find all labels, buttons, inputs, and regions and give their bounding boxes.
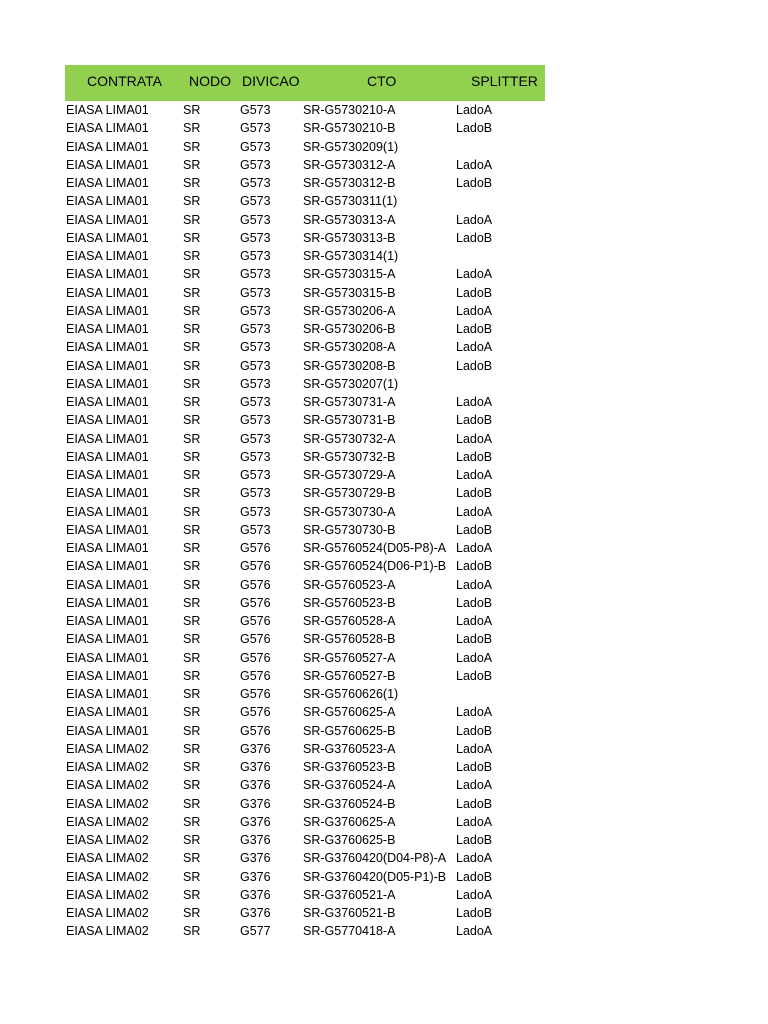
cell-cto[interactable]: SR-G5730210-A (303, 103, 396, 117)
cell-cto[interactable]: SR-G3760524-B (303, 796, 396, 811)
cell-nodo[interactable]: SR (183, 687, 201, 701)
cell-nodo[interactable]: SR (183, 650, 201, 665)
cell-contrata[interactable]: EIASA LIMA01 (66, 267, 149, 282)
header-divicao[interactable]: DIVICAO (242, 73, 300, 89)
cell-nodo[interactable]: SR (183, 851, 201, 866)
table-row (65, 685, 545, 703)
cell-nodo[interactable]: SR (183, 760, 201, 774)
cell-contrata[interactable]: EIASA LIMA02 (66, 906, 149, 920)
cell-contrata[interactable]: EIASA LIMA01 (66, 139, 149, 154)
table-row (65, 776, 545, 794)
table-row (65, 211, 545, 229)
cell-contrata[interactable]: EIASA LIMA01 (66, 449, 149, 464)
cell-cto[interactable]: SR-G5760528-B (303, 632, 396, 647)
table-row (65, 357, 545, 375)
cell-contrata[interactable]: EIASA LIMA01 (66, 249, 149, 263)
cell-cto[interactable]: SR-G5730208-B (303, 358, 396, 373)
cell-cto[interactable]: SR-G5760625-A (303, 705, 396, 720)
cell-contrata[interactable]: EIASA LIMA01 (66, 687, 149, 701)
spreadsheet-table (65, 65, 545, 941)
cell-splitter[interactable]: LadoA (456, 468, 493, 482)
cell-cto[interactable]: SR-G3760420(D04-P8)-A (303, 851, 447, 866)
cell-nodo[interactable]: SR (183, 723, 201, 738)
cell-divicao[interactable]: G573 (240, 103, 271, 117)
cell-nodo[interactable]: SR (183, 595, 201, 610)
cell-cto[interactable]: SR-G3760521-B (303, 906, 396, 920)
table-row (65, 868, 545, 886)
cell-divicao[interactable]: G576 (240, 705, 271, 720)
table-row (65, 922, 545, 940)
table-row (65, 576, 545, 594)
cell-contrata[interactable]: EIASA LIMA01 (66, 212, 149, 227)
cell-splitter[interactable]: LadoB (456, 668, 493, 683)
cell-nodo[interactable]: SR (183, 431, 201, 446)
table-row (65, 174, 545, 192)
cell-nodo[interactable]: SR (183, 632, 201, 647)
header-splitter[interactable]: SPLITTER (471, 73, 538, 89)
cell-contrata[interactable]: EIASA LIMA02 (66, 796, 149, 811)
cell-divicao[interactable]: G376 (240, 869, 271, 884)
cell-nodo[interactable]: SR (183, 267, 201, 282)
cell-cto[interactable]: SR-G5730207(1) (303, 376, 399, 391)
cell-divicao[interactable]: G573 (240, 522, 271, 537)
cell-splitter[interactable]: LadoA (456, 267, 493, 282)
cell-splitter[interactable]: LadoB (456, 322, 493, 336)
cell-splitter[interactable]: LadoA (456, 303, 493, 318)
cell-nodo[interactable]: SR (183, 814, 201, 829)
table-row (65, 119, 545, 137)
cell-cto[interactable]: SR-G5730313-B (303, 230, 396, 245)
table-row (65, 375, 545, 393)
cell-nodo[interactable]: SR (183, 139, 201, 154)
cell-cto[interactable]: SR-G3760524-A (303, 778, 396, 793)
cell-nodo[interactable]: SR (183, 614, 201, 628)
table-row (65, 904, 545, 922)
cell-splitter[interactable]: LadoB (456, 522, 493, 537)
cell-nodo[interactable]: SR (183, 504, 201, 519)
cell-splitter[interactable]: LadoB (456, 413, 493, 428)
cell-nodo[interactable]: SR (183, 906, 201, 920)
cell-contrata[interactable]: EIASA LIMA01 (66, 395, 149, 409)
cell-splitter[interactable]: LadoA (456, 814, 493, 829)
table-row (65, 393, 545, 411)
cell-divicao[interactable]: G573 (240, 249, 271, 263)
table-row (65, 849, 545, 867)
table-row (65, 703, 545, 721)
cell-nodo[interactable]: SR (183, 833, 201, 847)
cell-nodo[interactable]: SR (183, 741, 201, 756)
cell-divicao[interactable]: G376 (240, 887, 271, 902)
cell-nodo[interactable]: SR (183, 413, 201, 428)
table-row (65, 539, 545, 557)
table-row (65, 101, 545, 119)
cell-divicao[interactable]: G576 (240, 595, 271, 610)
cell-contrata[interactable]: EIASA LIMA01 (66, 230, 149, 245)
cell-contrata[interactable]: EIASA LIMA02 (66, 869, 149, 884)
table-row (65, 338, 545, 356)
cell-cto[interactable]: SR-G5730209(1) (303, 139, 399, 154)
table-row (65, 521, 545, 539)
cell-splitter[interactable]: LadoB (456, 230, 493, 245)
cell-cto[interactable]: SR-G5730729-A (303, 468, 396, 482)
cell-splitter[interactable]: LadoA (456, 778, 493, 793)
cell-cto[interactable]: SR-G5760527-B (303, 668, 396, 683)
cell-divicao[interactable]: G573 (240, 376, 271, 391)
cell-cto[interactable]: SR-G5730311(1) (303, 194, 398, 209)
cell-nodo[interactable]: SR (183, 322, 201, 336)
cell-cto[interactable]: SR-G5760626(1) (303, 687, 399, 701)
cell-nodo[interactable]: SR (183, 230, 201, 245)
cell-cto[interactable]: SR-G5730731-B (303, 413, 396, 428)
cell-cto[interactable]: SR-G3760521-A (303, 887, 396, 902)
cell-contrata[interactable]: EIASA LIMA01 (66, 303, 149, 318)
cell-cto[interactable]: SR-G5760524(D06-P1)-B (303, 559, 447, 574)
cell-splitter[interactable]: LadoB (456, 796, 493, 811)
cell-cto[interactable]: SR-G5760523-A (303, 577, 396, 592)
table-row (65, 320, 545, 338)
cell-nodo[interactable]: SR (183, 468, 201, 482)
cell-contrata[interactable]: EIASA LIMA01 (66, 668, 149, 683)
cell-contrata[interactable]: EIASA LIMA01 (66, 322, 149, 336)
cell-divicao[interactable]: G573 (240, 395, 271, 409)
cell-cto[interactable]: SR-G3760420(D05-P1)-B (303, 869, 447, 884)
cell-nodo[interactable]: SR (183, 212, 201, 227)
cell-nodo[interactable]: SR (183, 121, 201, 136)
cell-divicao[interactable]: G573 (240, 468, 271, 482)
table-row (65, 448, 545, 466)
cell-divicao[interactable]: G376 (240, 833, 271, 847)
cell-splitter[interactable]: LadoA (456, 924, 493, 939)
cell-splitter[interactable]: LadoA (456, 650, 493, 665)
cell-splitter[interactable]: LadoB (456, 632, 493, 647)
cell-divicao[interactable]: G573 (240, 230, 271, 245)
cell-divicao[interactable]: G576 (240, 577, 271, 592)
cell-contrata[interactable]: EIASA LIMA02 (66, 924, 149, 939)
cell-contrata[interactable]: EIASA LIMA01 (66, 705, 149, 720)
cell-splitter[interactable]: LadoB (456, 760, 493, 774)
table-row (65, 667, 545, 685)
cell-nodo[interactable]: SR (183, 358, 201, 373)
cell-contrata[interactable]: EIASA LIMA02 (66, 778, 149, 793)
cell-divicao[interactable]: G573 (240, 139, 271, 154)
cell-cto[interactable]: SR-G5770418-A (303, 924, 396, 939)
table-row (65, 302, 545, 320)
cell-divicao[interactable]: G376 (240, 796, 271, 811)
cell-splitter[interactable]: LadoB (456, 723, 493, 738)
cell-divicao[interactable]: G376 (240, 741, 271, 756)
table-row (65, 795, 545, 813)
cell-contrata[interactable]: EIASA LIMA01 (66, 121, 149, 136)
table-row (65, 722, 545, 740)
cell-divicao[interactable]: G573 (240, 285, 271, 300)
cell-splitter[interactable]: LadoA (456, 395, 493, 409)
cell-contrata[interactable]: EIASA LIMA01 (66, 522, 149, 537)
cell-nodo[interactable]: SR (183, 285, 201, 300)
cell-divicao[interactable]: G573 (240, 176, 271, 190)
cell-divicao[interactable]: G573 (240, 340, 271, 355)
table-row (65, 284, 545, 302)
cell-divicao[interactable]: G573 (240, 449, 271, 464)
cell-splitter[interactable]: LadoB (456, 358, 493, 373)
table-row (65, 740, 545, 758)
cell-contrata[interactable]: EIASA LIMA01 (66, 468, 149, 482)
cell-splitter[interactable]: LadoB (456, 869, 493, 884)
cell-splitter[interactable]: LadoB (456, 906, 493, 920)
cell-contrata[interactable]: EIASA LIMA02 (66, 814, 149, 829)
cell-divicao[interactable]: G573 (240, 413, 271, 428)
cell-cto[interactable]: SR-G5730732-A (303, 431, 396, 446)
cell-divicao[interactable]: G573 (240, 486, 271, 501)
header-contrata[interactable]: CONTRATA (87, 73, 162, 89)
cell-cto[interactable]: SR-G3760523-B (303, 760, 396, 774)
cell-contrata[interactable]: EIASA LIMA01 (66, 595, 149, 610)
cell-cto[interactable]: SR-G5760528-A (303, 614, 396, 628)
cell-divicao[interactable]: G576 (240, 650, 271, 665)
cell-divicao[interactable]: G573 (240, 194, 271, 209)
cell-nodo[interactable]: SR (183, 194, 201, 209)
table-row (65, 503, 545, 521)
cell-divicao[interactable]: G573 (240, 322, 271, 336)
table-row (65, 594, 545, 612)
table-row (65, 411, 545, 429)
cell-splitter[interactable]: LadoA (456, 887, 493, 902)
cell-cto[interactable]: SR-G5730210-B (303, 121, 396, 136)
table-row (65, 247, 545, 265)
cell-cto[interactable]: SR-G5730206-A (303, 303, 396, 318)
cell-divicao[interactable]: G576 (240, 541, 271, 555)
cell-nodo[interactable]: SR (183, 924, 201, 939)
cell-contrata[interactable]: EIASA LIMA01 (66, 504, 149, 519)
table-row (65, 192, 545, 210)
cell-nodo[interactable]: SR (183, 303, 201, 318)
cell-divicao[interactable]: G573 (240, 504, 271, 519)
header-row (65, 65, 545, 101)
table-row (65, 831, 545, 849)
cell-cto[interactable]: SR-G5730312-B (303, 176, 396, 190)
cell-divicao[interactable]: G376 (240, 906, 271, 920)
cell-contrata[interactable]: EIASA LIMA01 (66, 541, 149, 555)
table-row (65, 430, 545, 448)
cell-cto[interactable]: SR-G5730729-B (303, 486, 396, 501)
cell-nodo[interactable]: SR (183, 778, 201, 793)
cell-cto[interactable]: SR-G5760527-A (303, 650, 396, 665)
cell-nodo[interactable]: SR (183, 559, 201, 574)
cell-cto[interactable]: SR-G3760625-A (303, 814, 396, 829)
cell-divicao[interactable]: G576 (240, 559, 271, 574)
table-row (65, 649, 545, 667)
cell-cto[interactable]: SR-G5730315-A (303, 267, 396, 282)
cell-nodo[interactable]: SR (183, 249, 201, 263)
table-row (65, 630, 545, 648)
cell-cto[interactable]: SR-G5760523-B (303, 595, 396, 610)
cell-contrata[interactable]: EIASA LIMA01 (66, 376, 149, 391)
cell-contrata[interactable]: EIASA LIMA01 (66, 431, 149, 446)
cell-cto[interactable]: SR-G5730314(1) (303, 249, 399, 263)
cell-splitter[interactable]: LadoA (456, 157, 493, 172)
cell-divicao[interactable]: G573 (240, 267, 271, 282)
cell-nodo[interactable]: SR (183, 541, 201, 555)
cell-splitter[interactable]: LadoB (456, 121, 493, 136)
cell-contrata[interactable]: EIASA LIMA01 (66, 176, 149, 190)
cell-divicao[interactable]: G576 (240, 723, 271, 738)
cell-divicao[interactable]: G573 (240, 358, 271, 373)
cell-splitter[interactable]: LadoB (456, 559, 493, 574)
cell-nodo[interactable]: SR (183, 157, 201, 172)
cell-contrata[interactable]: EIASA LIMA01 (66, 486, 149, 501)
cell-nodo[interactable]: SR (183, 395, 201, 409)
cell-divicao[interactable]: G576 (240, 614, 271, 628)
table-row (65, 758, 545, 776)
cell-cto[interactable]: SR-G5760625-B (303, 723, 396, 738)
table-row (65, 229, 545, 247)
cell-nodo[interactable]: SR (183, 522, 201, 537)
cell-nodo[interactable]: SR (183, 103, 201, 117)
cell-splitter[interactable]: LadoA (456, 340, 493, 355)
cell-splitter[interactable]: LadoB (456, 486, 493, 501)
cell-contrata[interactable]: EIASA LIMA01 (66, 157, 149, 172)
cell-nodo[interactable]: SR (183, 705, 201, 720)
cell-contrata[interactable]: EIASA LIMA01 (66, 413, 149, 428)
cell-contrata[interactable]: EIASA LIMA01 (66, 577, 149, 592)
cell-splitter[interactable]: LadoB (456, 833, 493, 847)
cell-contrata[interactable]: EIASA LIMA01 (66, 614, 149, 628)
cell-divicao[interactable]: G376 (240, 814, 271, 829)
cell-divicao[interactable]: G576 (240, 632, 271, 647)
cell-contrata[interactable]: EIASA LIMA01 (66, 194, 149, 209)
header-nodo[interactable]: NODO (189, 73, 231, 89)
cell-cto[interactable]: SR-G5730315-B (303, 285, 396, 300)
cell-contrata[interactable]: EIASA LIMA01 (66, 285, 149, 300)
cell-divicao[interactable]: G376 (240, 778, 271, 793)
cell-contrata[interactable]: EIASA LIMA01 (66, 559, 149, 574)
cell-splitter[interactable]: LadoA (456, 577, 493, 592)
cell-contrata[interactable]: EIASA LIMA02 (66, 760, 149, 774)
table-row (65, 138, 545, 156)
cell-nodo[interactable]: SR (183, 887, 201, 902)
cell-nodo[interactable]: SR (183, 486, 201, 501)
cell-splitter[interactable]: LadoA (456, 431, 493, 446)
cell-cto[interactable]: SR-G5730732-B (303, 449, 396, 464)
cell-splitter[interactable]: LadoA (456, 741, 493, 756)
cell-splitter[interactable]: LadoA (456, 103, 493, 117)
cell-divicao[interactable]: G573 (240, 431, 271, 446)
cell-cto[interactable]: SR-G5730730-A (303, 504, 396, 519)
table-row (65, 557, 545, 575)
cell-contrata[interactable]: EIASA LIMA02 (66, 833, 149, 847)
cell-splitter[interactable]: LadoA (456, 504, 493, 519)
table-row (65, 813, 545, 831)
cell-nodo[interactable]: SR (183, 577, 201, 592)
cell-splitter[interactable]: LadoA (456, 541, 493, 555)
cell-divicao[interactable]: G376 (240, 760, 271, 774)
table-row (65, 484, 545, 502)
cell-contrata[interactable]: EIASA LIMA01 (66, 632, 149, 647)
cell-nodo[interactable]: SR (183, 869, 201, 884)
cell-splitter[interactable]: LadoA (456, 851, 493, 866)
cell-nodo[interactable]: SR (183, 668, 201, 683)
cell-splitter[interactable]: LadoA (456, 614, 493, 628)
table-row (65, 612, 545, 630)
cell-cto[interactable]: SR-G5730312-A (303, 157, 396, 172)
cell-nodo[interactable]: SR (183, 796, 201, 811)
table-row (65, 886, 545, 904)
cell-divicao[interactable]: G577 (240, 924, 271, 939)
cell-cto[interactable]: SR-G5760524(D05-P8)-A (303, 541, 447, 555)
cell-contrata[interactable]: EIASA LIMA02 (66, 851, 149, 866)
cell-contrata[interactable]: EIASA LIMA02 (66, 887, 149, 902)
cell-contrata[interactable]: EIASA LIMA02 (66, 741, 149, 756)
cell-divicao[interactable]: G576 (240, 668, 271, 683)
cell-splitter[interactable]: LadoA (456, 212, 493, 227)
cell-cto[interactable]: SR-G5730731-A (303, 395, 396, 409)
table-body (65, 101, 545, 941)
cell-divicao[interactable]: G576 (240, 687, 271, 701)
cell-divicao[interactable]: G573 (240, 212, 271, 227)
cell-contrata[interactable]: EIASA LIMA01 (66, 340, 149, 355)
cell-contrata[interactable]: EIASA LIMA01 (66, 358, 149, 373)
cell-nodo[interactable]: SR (183, 176, 201, 190)
cell-contrata[interactable]: EIASA LIMA01 (66, 103, 149, 117)
cell-divicao[interactable]: G573 (240, 157, 271, 172)
table-row (65, 156, 545, 174)
cell-cto[interactable]: SR-G5730208-A (303, 340, 396, 355)
cell-divicao[interactable]: G376 (240, 851, 271, 866)
cell-cto[interactable]: SR-G3760523-A (303, 741, 396, 756)
cell-nodo[interactable]: SR (183, 376, 201, 391)
cell-splitter[interactable]: LadoB (456, 176, 493, 190)
cell-divicao[interactable]: G573 (240, 121, 271, 136)
cell-splitter[interactable]: LadoB (456, 449, 493, 464)
cell-splitter[interactable]: LadoB (456, 595, 493, 610)
table-row (65, 466, 545, 484)
cell-contrata[interactable]: EIASA LIMA01 (66, 650, 149, 665)
cell-divicao[interactable]: G573 (240, 303, 271, 318)
cell-contrata[interactable]: EIASA LIMA01 (66, 723, 149, 738)
cell-cto[interactable]: SR-G5730313-A (303, 212, 396, 227)
cell-cto[interactable]: SR-G5730730-B (303, 522, 396, 537)
cell-cto[interactable]: SR-G3760625-B (303, 833, 396, 847)
cell-cto[interactable]: SR-G5730206-B (303, 322, 396, 336)
cell-splitter[interactable]: LadoB (456, 285, 493, 300)
header-cto[interactable]: CTO (367, 73, 397, 89)
cell-splitter[interactable]: LadoA (456, 705, 493, 720)
table-row (65, 265, 545, 283)
cell-nodo[interactable]: SR (183, 449, 201, 464)
cell-nodo[interactable]: SR (183, 340, 201, 355)
